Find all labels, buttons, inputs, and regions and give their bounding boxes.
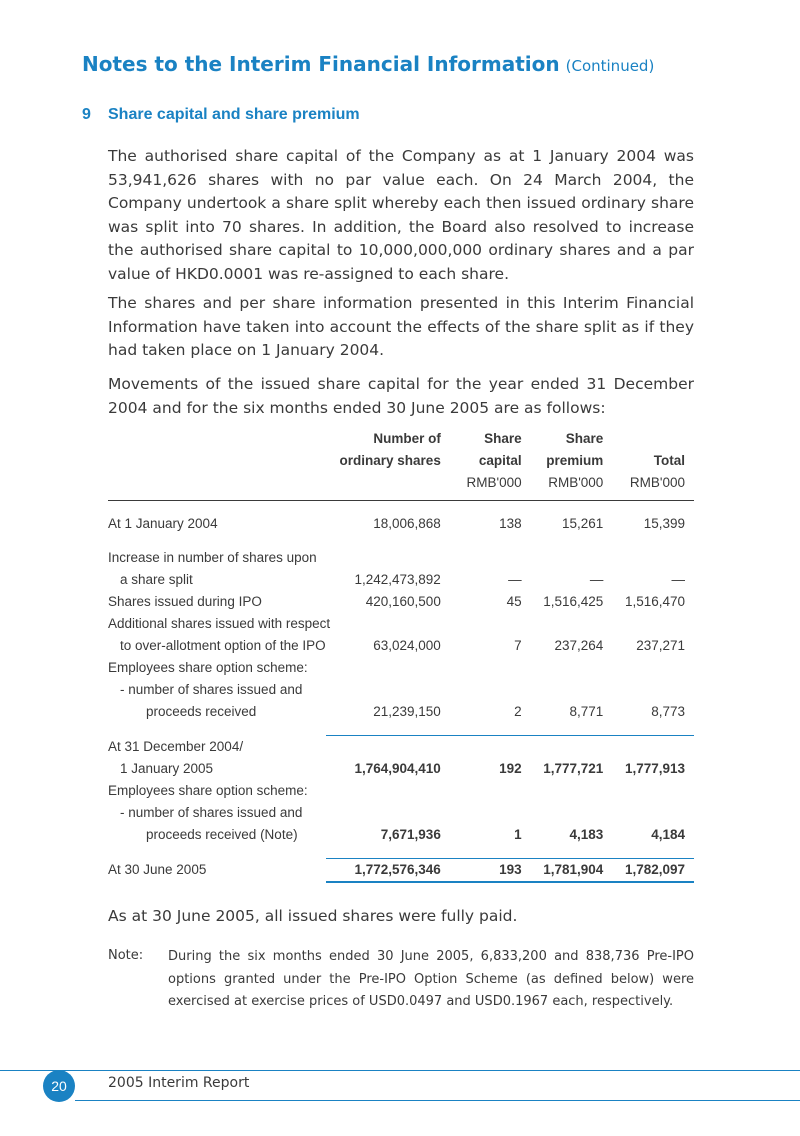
fully-paid-statement: As at 30 June 2005, all issued shares were fully paid.	[108, 907, 518, 925]
cell-value: 237,264	[554, 638, 604, 653]
cell-value: 2	[514, 704, 522, 719]
share-capital-table	[108, 428, 694, 883]
note-label: Note:	[108, 948, 144, 963]
col-header: ordinary shares	[339, 453, 441, 468]
cell-value: 8,773	[651, 704, 685, 719]
page-title	[82, 52, 654, 76]
col-header: Share	[565, 431, 604, 446]
table-row	[108, 547, 694, 569]
cell-value: 1,777,913	[624, 761, 685, 776]
page-title-text: Notes to the Interim Financial Information	[82, 52, 560, 76]
table-row	[108, 701, 694, 723]
cell-value: 7	[514, 638, 522, 653]
cell-value: 63,024,000	[373, 638, 441, 653]
row-label: Employees share option scheme:	[108, 783, 308, 798]
table-row	[108, 824, 694, 846]
row-label: Employees share option scheme:	[108, 660, 308, 675]
cell-value: —	[508, 572, 522, 587]
page-number: 20	[43, 1070, 75, 1102]
col-header: capital	[478, 453, 522, 468]
table-row	[108, 613, 694, 635]
cell-value: 193	[441, 859, 522, 883]
paragraph-authorised-capital: The authorised share capital of the Company as at 1 January 2004 was 53,941,626 shares with no par value each. On 24 March 2004, the Company undertook a share split whereby each then issued ordinary share was split into 70 shares. In addition, the Board also resolved to increase the authorised share capital to 10,000,000,000 ordinary shares and a par value of HKD0.0001 was re-assigned to each share.	[108, 147, 694, 283]
row-label: Additional shares issued with respect	[108, 616, 331, 631]
col-unit: RMB'000	[441, 472, 522, 501]
row-label: Shares issued during IPO	[108, 594, 262, 609]
col-header: Total	[653, 453, 685, 468]
col-header: Number of	[373, 431, 441, 446]
cell-value: 8,771	[569, 704, 604, 719]
cell-value: 45	[506, 594, 522, 609]
table-units-row	[108, 472, 694, 501]
cell-value: 237,271	[636, 638, 685, 653]
paragraph-share-split-effect: The shares and per share information presented in this Interim Financial Information have taken into account the effects of the share split as if they had taken place on 1 January 2004.	[108, 294, 694, 359]
cell-value: 18,006,868	[373, 516, 441, 531]
cell-value: 15,399	[643, 516, 685, 531]
table-header-row	[108, 450, 694, 472]
cell-value: 21,239,150	[373, 704, 441, 719]
cell-value: 1,777,721	[543, 761, 604, 776]
col-header: Share	[484, 431, 522, 446]
cell-value: 420,160,500	[365, 594, 441, 609]
table-row	[108, 802, 694, 824]
cell-value: 1,781,904	[522, 859, 604, 883]
row-label: At 1 January 2004	[108, 516, 218, 531]
row-label: - number of shares issued and	[120, 682, 303, 697]
table-row	[108, 780, 694, 802]
cell-value: 15,261	[562, 516, 604, 531]
cell-value: 192	[499, 761, 522, 776]
col-header: premium	[546, 453, 604, 468]
footer-divider-bottom	[75, 1100, 800, 1101]
note-text: During the six months ended 30 June 2005, 6,833,200 and 838,736 Pre-IPO options granted under the Pre-IPO Option Scheme (as defined below) were exercised at exercise prices of USD0.0497 and USD0.1967 each, respectively.	[168, 949, 694, 1009]
row-label: to over-allotment option of the IPO	[120, 638, 326, 653]
cell-value: —	[671, 572, 685, 587]
section-title: Share capital and share premium	[108, 106, 360, 123]
row-label: At 30 June 2005	[108, 861, 207, 877]
table-row	[108, 679, 694, 701]
table-row	[108, 657, 694, 679]
continued-label: (Continued)	[565, 57, 655, 75]
section-number: 9	[82, 106, 91, 123]
cell-value: 4,184	[651, 827, 685, 842]
table-row	[108, 758, 694, 780]
row-label: 1 January 2005	[120, 761, 214, 776]
table-header-row	[108, 428, 694, 450]
cell-value: 7,671,936	[380, 827, 441, 842]
cell-value: 1	[514, 827, 522, 842]
cell-value: 4,183	[569, 827, 604, 842]
col-unit: RMB'000	[603, 472, 694, 501]
cell-value: 1,764,904,410	[354, 761, 441, 776]
col-unit: RMB'000	[522, 472, 604, 501]
table-row	[108, 736, 694, 759]
row-label: a share split	[120, 572, 193, 587]
table-row	[108, 569, 694, 591]
table-row	[108, 859, 694, 883]
cell-value: 1,242,473,892	[354, 572, 441, 587]
report-title: 2005 Interim Report	[108, 1075, 250, 1091]
cell-value: 1,516,470	[624, 594, 685, 609]
cell-value: 1,782,097	[603, 859, 694, 883]
row-label: proceeds received (Note)	[146, 827, 298, 842]
row-label: Increase in number of shares upon	[108, 550, 317, 565]
row-label: - number of shares issued and	[120, 805, 303, 820]
cell-value: —	[589, 572, 604, 587]
cell-value: 1,772,576,346	[326, 859, 441, 883]
row-label: At 31 December 2004/	[108, 739, 244, 754]
col-unit	[326, 472, 441, 501]
col-header	[603, 428, 694, 450]
table-row	[108, 513, 694, 535]
table-row	[108, 591, 694, 613]
footer-divider	[0, 1070, 800, 1071]
cell-value: 1,516,425	[543, 594, 604, 609]
paragraph-movements-intro: Movements of the issued share capital for the year ended 31 December 2004 and for the six months ended 30 June 2005 are as follows:	[108, 375, 694, 417]
row-label: proceeds received	[146, 704, 257, 719]
table-row	[108, 635, 694, 657]
cell-value: 138	[499, 516, 522, 531]
